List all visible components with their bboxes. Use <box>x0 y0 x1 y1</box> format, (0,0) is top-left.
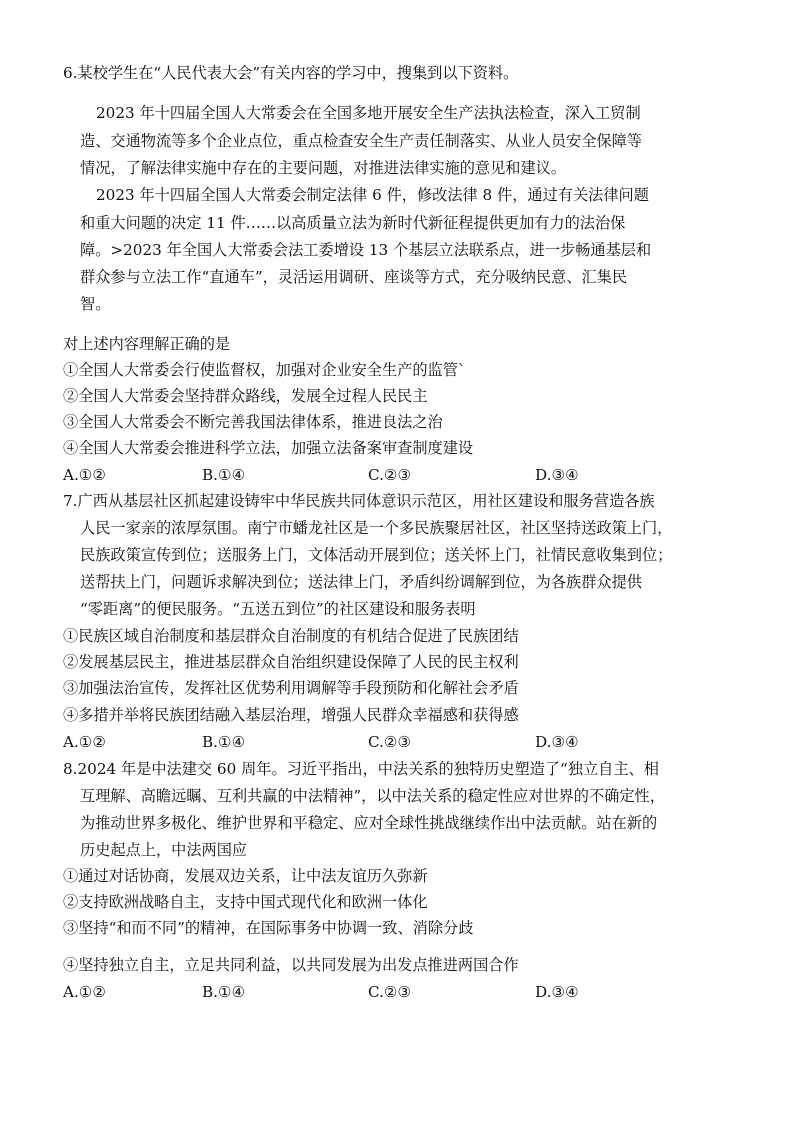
q8-choice-d: D.③④ <box>535 983 579 1001</box>
q7-stem-line: 送帮扶上门，问题诉求解决到位；送法律上门，矛盾纠纷调解到位，为各族群众提供 <box>80 573 642 591</box>
q7-choices <box>63 732 603 752</box>
q8-option-2: ②支持欧洲战略自主，支持中国式现代化和欧洲一体化 <box>63 893 428 911</box>
q6-material-line: 障。>2023 年全国人大常委会法工委增设 13 个基层立法联系点，进一步畅通基层和 <box>80 241 652 259</box>
q8-choice-c: C.②③ <box>368 983 412 1001</box>
q8-choice-b: B.①④ <box>202 983 246 1001</box>
q8-choice-a: A.①② <box>63 983 107 1001</box>
q8-option-4: ④坚持独立自主，立足共同利益，以共同发展为出发点推进两国合作 <box>63 956 519 974</box>
q6-option-4: ④全国人大常委会推进科学立法，加强立法备案审查制度建设 <box>63 439 474 457</box>
q7-choice-c: C.②③ <box>368 733 412 751</box>
q6-material-line: 情况，了解法律实施中存在的主要问题，对推进法律实施的意见和建议。 <box>80 159 566 177</box>
q7-choice-d: D.③④ <box>535 733 579 751</box>
q6-choices <box>63 465 603 485</box>
q7-stem-line: 民族政策宣传到位；送服务上门，文体活动开展到位；送关怀上门，社情民意收集到位； <box>80 546 673 564</box>
q6-material-line: 2023 年十四届全国人大常委会制定法律 6 件，修改法律 8 件，通过有关法律问题 <box>96 186 649 204</box>
q7-option-3: ③加强法治宣传，发挥社区优势利用调解等手段预防和化解社会矛盾 <box>63 679 519 697</box>
q7-stem-line: 7.广西从基层社区抓起建设铸牢中华民族共同体意识示范区，用社区建设和服务营造各族 <box>63 492 655 510</box>
q8-stem-line: 为推动世界多极化、维护世界和平稳定、应对全球性挑战继续作出中法贡献。站在新的 <box>80 814 658 832</box>
q7-stem-line: 人民一家亲的浓厚氛围。南宁市蟠龙社区是一个多民族聚居社区，社区坚持送政策上门， <box>80 519 673 537</box>
q7-choice-b: B.①④ <box>202 733 246 751</box>
q8-stem-line: 历史起点上，中法两国应 <box>80 841 248 859</box>
q8-stem-line: 8.2024 年是中法建交 60 周年。习近平指出，中法关系的独特历史塑造了“独立自主、相 <box>63 760 659 778</box>
q8-option-1: ①通过对话协商，发展双边关系，让中法友谊历久弥新 <box>63 867 428 885</box>
q6-option-3: ③全国人大常委会不断完善我国法律体系，推进良法之治 <box>63 413 443 431</box>
q6-question: 对上述内容理解正确的是 <box>63 335 231 353</box>
q7-stem-line: “零距离”的便民服务。“五送五到位”的社区建设和服务表明 <box>80 600 476 618</box>
q6-material-line: 智。 <box>80 295 111 313</box>
q7-option-4: ④多措并举将民族团结融入基层治理，增强人民群众幸福感和获得感 <box>63 706 519 724</box>
q8-choices <box>63 982 603 1002</box>
q6-material-line: 群众参与立法工作“直通车”，灵活运用调研、座谈等方式，充分吸纳民意、汇集民 <box>80 268 628 286</box>
q6-choice-d: D.③④ <box>535 466 579 484</box>
q7-choice-a: A.①② <box>63 733 107 751</box>
q6-choice-b: B.①④ <box>202 466 246 484</box>
q6-choice-a: A.①② <box>63 466 107 484</box>
q8-stem-line: 互理解、高瞻远瞩、互利共赢的中法精神”，以中法关系的稳定性应对世界的不确定性， <box>80 787 665 805</box>
q6-choice-c: C.②③ <box>368 466 412 484</box>
q6-material-line: 2023 年十四届全国人大常委会在全国多地开展安全生产法执法检查，深入工贸制 <box>96 104 641 122</box>
q7-option-2: ②发展基层民主，推进基层群众自治组织建设保障了人民的民主权利 <box>63 653 519 671</box>
q6-stem: 6.某校学生在“人民代表大会”有关内容的学习中，搜集到以下资料。 <box>63 64 519 82</box>
q6-material-line: 造、交通物流等多个企业点位，重点检查安全生产责任制落实、从业人员安全保障等 <box>80 132 642 150</box>
q6-option-1: ①全国人大常委会行使监督权，加强对企业安全生产的监管` <box>63 361 466 379</box>
q6-option-2: ②全国人大常委会坚持群众路线，发展全过程人民民主 <box>63 387 428 405</box>
q6-material-line: 和重大问题的决定 11 件……以高质量立法为新时代新征程提供更加有力的法治保 <box>80 214 626 232</box>
q8-option-3: ③坚持“和而不同”的精神，在国际事务中协调一致、消除分歧 <box>63 919 474 937</box>
q7-option-1: ①民族区域自治制度和基层群众自治制度的有机结合促进了民族团结 <box>63 627 519 645</box>
